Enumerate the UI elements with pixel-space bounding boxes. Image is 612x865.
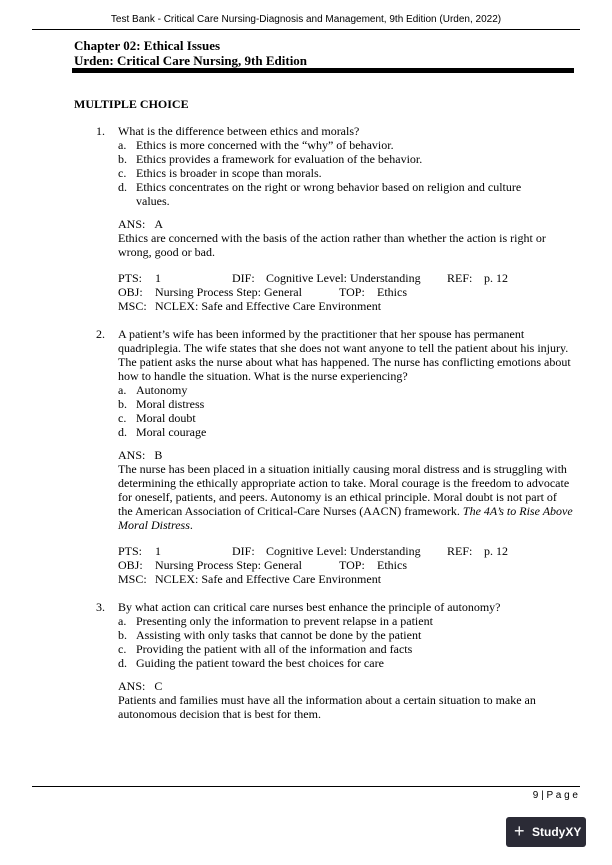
meta-row-pts [118, 544, 574, 558]
option-text: Autonomy [136, 383, 188, 397]
rationale: Patients and families must have all the information about a certain situation to make an autonomous decision that is best for them. [118, 693, 536, 721]
page-number: 9 | P a g e [532, 790, 578, 801]
question-number: 1. [96, 124, 105, 138]
header-divider [32, 29, 580, 30]
option-d [118, 180, 574, 208]
title-divider [72, 68, 574, 73]
question-text: By what action can critical care nurses best enhance the principle of autonomy? [118, 600, 501, 614]
rationale-end: . [189, 518, 193, 532]
question-text: A patient’s wife has been informed by the practitioner that her spouse has permanent quadriplegia. The wife states that she does not want anyone to tell the patient about his injury. The patient asks the nurse about what has happened. The nurse has conflicting emotions about how to handle the situation. What is the nurse experiencing? [118, 327, 571, 383]
rationale-citation: The 4A’s to Rise Above Moral Distress [118, 504, 573, 532]
option-letter: a. [118, 138, 127, 152]
option-letter: a. [118, 383, 127, 397]
metadata [118, 544, 574, 586]
rationale [118, 462, 574, 532]
meta-row-obj [118, 285, 574, 299]
answer-key: C [154, 679, 163, 693]
meta-row-pts [118, 271, 574, 285]
option-text: Moral courage [136, 425, 207, 439]
rationale: Ethics are concerned with the basis of the action rather than whether the action is right or wrong, good or bad. [118, 231, 546, 259]
msc-label: MSC: [118, 299, 147, 313]
option-text: Ethics is broader in scope than morals. [136, 166, 322, 180]
ref-value: p. 12 [484, 544, 508, 558]
option-text: Ethics concentrates on the right or wrong behavior based on religion and culture values. [136, 180, 522, 208]
footer-divider [32, 786, 580, 787]
obj-value: Nursing Process Step: General [155, 558, 302, 572]
ans-label: ANS: [118, 448, 146, 462]
obj-label: OBJ: [118, 285, 143, 299]
option-d [118, 425, 574, 439]
option-letter: d. [118, 425, 127, 439]
ans-label: ANS: [118, 679, 146, 693]
option-text: Guiding the patient toward the best choices for care [136, 656, 384, 670]
answer-key: B [154, 448, 163, 462]
option-letter: c. [118, 166, 127, 180]
meta-row-obj [118, 558, 574, 572]
metadata [118, 271, 574, 313]
question-number: 3. [96, 600, 105, 614]
studyxy-badge[interactable] [506, 817, 586, 847]
option-text: Moral doubt [136, 411, 196, 425]
option-letter: b. [118, 397, 127, 411]
option-b [118, 397, 574, 411]
option-a [118, 614, 574, 628]
pts-value: 1 [155, 271, 161, 285]
option-c [118, 411, 574, 425]
msc-value: NCLEX: Safe and Effective Care Environment [155, 572, 382, 586]
option-text: Presenting only the information to prevent relapse in a patient [136, 614, 433, 628]
option-letter: d. [118, 180, 127, 194]
option-text: Assisting with only tasks that cannot be done by the patient [136, 628, 422, 642]
question-1 [74, 124, 574, 313]
option-b [118, 152, 574, 166]
book-title: Urden: Critical Care Nursing, 9th Edition [74, 53, 308, 68]
studyxy-wordmark: StudyXY [532, 825, 582, 839]
section-title: MULTIPLE CHOICE [74, 97, 189, 111]
answer-options [118, 138, 574, 208]
answer-key: A [154, 217, 164, 231]
top-value: Ethics [377, 558, 407, 572]
option-letter: d. [118, 656, 127, 670]
dif-label: DIF: [232, 544, 255, 558]
ref-value: p. 12 [484, 271, 508, 285]
question-2 [74, 327, 574, 586]
obj-value: Nursing Process Step: General [155, 285, 302, 299]
option-letter: b. [118, 152, 127, 166]
option-a [118, 383, 574, 397]
option-d [118, 656, 574, 670]
top-label: TOP: [339, 285, 365, 299]
dif-value: Cognitive Level: Understanding [266, 271, 421, 285]
dif-value: Cognitive Level: Understanding [266, 544, 421, 558]
chapter-title: Chapter 02: Ethical Issues [74, 38, 221, 53]
ref-label: REF: [447, 271, 473, 285]
option-letter: a. [118, 614, 127, 628]
running-header: Test Bank - Critical Care Nursing-Diagnosis and Management, 9th Edition (Urden, 2022) [110, 14, 502, 25]
answer-options [118, 383, 574, 439]
dif-label: DIF: [232, 271, 255, 285]
question-text: What is the difference between ethics and morals? [118, 124, 360, 138]
msc-value: NCLEX: Safe and Effective Care Environment [155, 299, 382, 313]
option-text: Ethics provides a framework for evaluation of the behavior. [136, 152, 423, 166]
option-text: Moral distress [136, 397, 205, 411]
ans-label: ANS: [118, 217, 146, 231]
question-number: 2. [96, 327, 105, 341]
answer-line [118, 217, 574, 231]
top-label: TOP: [339, 558, 365, 572]
option-letter: c. [118, 642, 127, 656]
chapter-heading [74, 38, 307, 68]
answer-options [118, 614, 574, 670]
option-c [118, 642, 574, 656]
option-text: Ethics is more concerned with the “why” of behavior. [136, 138, 394, 152]
answer-line [118, 448, 574, 462]
option-text: Providing the patient with all of the information and facts [136, 642, 413, 656]
answer-line [118, 679, 574, 693]
option-letter: c. [118, 411, 127, 425]
meta-row-msc [118, 299, 574, 313]
question-list [74, 124, 574, 721]
msc-label: MSC: [118, 572, 147, 586]
pts-label: PTS: [118, 271, 143, 285]
meta-row-msc [118, 572, 574, 586]
top-value: Ethics [377, 285, 407, 299]
pts-value: 1 [155, 544, 161, 558]
obj-label: OBJ: [118, 558, 143, 572]
plus-icon: + [514, 821, 525, 841]
ref-label: REF: [447, 544, 473, 558]
rationale-text: The nurse has been placed in a situation initially causing moral distress and is struggling with determining the ethically appropriate action to take. Moral courage is the freedom to advocate for oneself, patients, and peers. Autonomy is an ethical principle. Moral doubt is not part of the American Association of Critical-Care Nurses (AACN) framework. [118, 462, 570, 518]
pts-label: PTS: [118, 544, 143, 558]
question-3 [74, 600, 574, 721]
option-letter: b. [118, 628, 127, 642]
option-b [118, 628, 574, 642]
option-c [118, 166, 574, 180]
option-a [118, 138, 574, 152]
